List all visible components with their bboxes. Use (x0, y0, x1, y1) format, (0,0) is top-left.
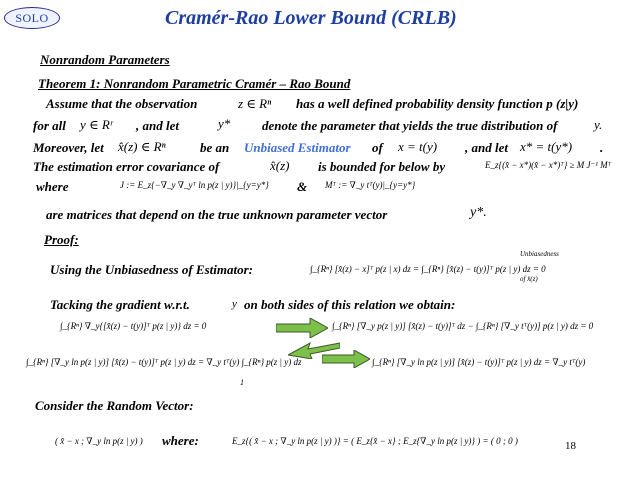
where-label: where (36, 179, 69, 194)
using-math: ∫_{Rⁿ} [x̂(z) − x]ᵀ p(z | x) dz = ∫_{Rⁿ} [x̂(z) − t(y)]ᵀ p(z | y) dz = 0 (310, 264, 546, 274)
moreover-math3: x* = t(y*) (520, 139, 573, 154)
tacking-text-a: Tacking the gradient w.r.t. (50, 297, 190, 312)
using-text: Using the Unbiasedness of Estimator: (50, 262, 253, 277)
moreover-text-d: , and let (465, 140, 508, 155)
moreover-text-c: of (372, 140, 383, 155)
unbiasedness-label: Unbiasedness (520, 250, 559, 258)
random-vector-expectation: E_z{( x̂ − x ; ∇_y ln p(z | y) )} = ( E_z{x̂ − x} ; E_z{∇_y ln p(z | y)} ) = ( 0 ; 0 ) (232, 436, 518, 446)
solo-logo-text: SOLO (15, 10, 49, 25)
moreover-text-b: be an (200, 140, 230, 155)
equation-c: ∫_{Rⁿ} [∇_y ln p(z | y)] [x̂(z) − t(y)]ᵀ p(z | y) dz = ∇_y tᵀ(y) ∫_{Rⁿ} p(z | y) dz (26, 357, 302, 367)
forall-math2: y* (218, 116, 231, 131)
moreover-text-e: . (600, 140, 604, 155)
consider-text: Consider the Random Vector: (35, 398, 194, 413)
where-amp: & (297, 179, 308, 194)
page-title: Cramér-Rao Lower Bound (CRLB) (165, 7, 457, 29)
random-vector-math: ( x̂ − x ; ∇_y ln p(z | y) ) (55, 436, 143, 446)
moreover-math: x̂(z) ∈ Rⁿ (118, 139, 166, 154)
proof-heading: Proof: (44, 232, 79, 247)
arrow-right-icon-2 (322, 350, 370, 368)
theorem-heading: Theorem 1: Nonrandom Parametric Cramér – Rao Bound (38, 76, 351, 91)
page-number: 18 (565, 440, 576, 452)
forall-math: y ∈ Rʳ (80, 117, 113, 132)
cov-text-b: is bounded for below by (318, 159, 446, 174)
equation-a: ∫_{Rⁿ} ∇_y{[x̂(z) − t(y)]ᵀ p(z | y)} dz = 0 (60, 321, 207, 331)
forall-text-a: for all (33, 118, 66, 133)
equation-d: ∫_{Rⁿ} [∇_y ln p(z | y)] [x̂(z) − t(y)]ᵀ p(z | y) dz = ∇_y tᵀ(y) (372, 357, 586, 367)
moreover-math2: x = t(y) (398, 139, 438, 154)
where2-label: where: (162, 433, 199, 448)
tacking-text-b: on both sides of this relation we obtain: (244, 297, 456, 312)
solo-logo (4, 7, 60, 29)
arrow-right-icon (276, 318, 328, 338)
of-x-label: of x̂(z) (520, 275, 538, 283)
tacking-y: y (232, 298, 237, 310)
moreover-text-a: Moreover, let (33, 140, 104, 155)
matrices-math: y*. (470, 205, 487, 220)
equation-c-one: 1 (240, 378, 244, 387)
where-M-math: Mᵀ := ∇_y tᵀ(y)|_{y=y*} (325, 180, 416, 190)
equation-b: ∫_{Rⁿ} [∇_y p(z | y)] [x̂(z) − t(y)]ᵀ dz − ∫_{Rⁿ} [∇_y tᵀ(y)] p(z | y) dz = 0 (332, 321, 594, 331)
cov-text-a: The estimation error covariance of (33, 159, 220, 174)
cov-bound-math: E_z{(x̂ − x*)(x̂ − x*)ᵀ} ≥ M J⁻¹ Mᵀ (485, 160, 612, 170)
section-heading: Nonrandom Parameters (40, 52, 170, 67)
forall-text-c: denote the parameter that yields the true distribution of (262, 118, 558, 133)
cov-math: x̂(z) (270, 158, 290, 173)
forall-math3: y. (594, 117, 603, 132)
assume-math: z ∈ Rⁿ (238, 96, 272, 111)
unbiased-estimator-term: Unbiased Estimator (244, 140, 351, 155)
assume-text-a: Assume that the observation (46, 96, 198, 111)
assume-text-b: has a well defined probability density function p (z|y) (296, 96, 579, 111)
matrices-text: are matrices that depend on the true unknown parameter vector (46, 207, 388, 222)
forall-text-b: , and let (136, 118, 179, 133)
where-J-math: J := E_z{−∇_y ∇_yᵀ ln p(z | y)}|_{y=y*} (120, 180, 269, 190)
